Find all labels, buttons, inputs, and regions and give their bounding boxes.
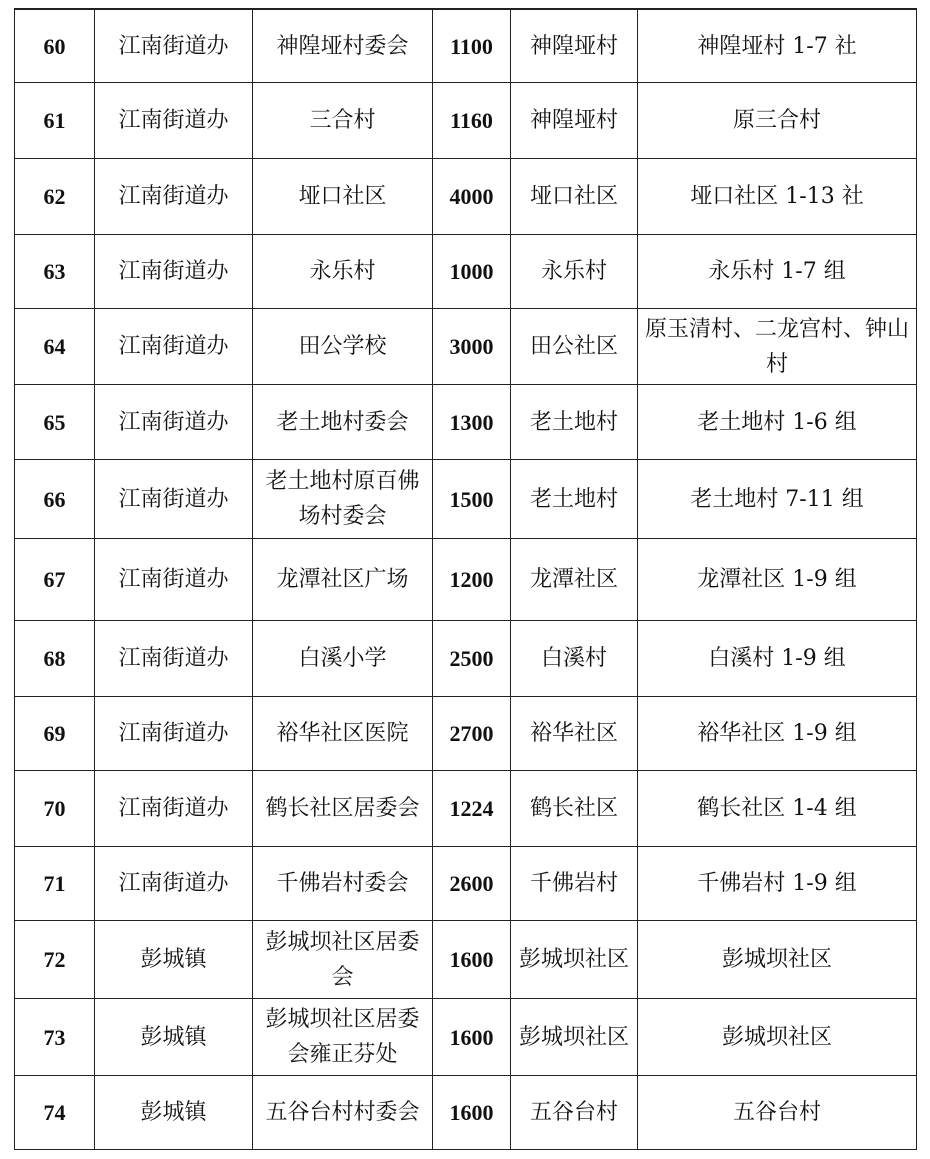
street-office-cell: 江南街道办: [95, 697, 253, 771]
community-name-cell: 神隍垭村: [511, 83, 638, 159]
street-office-cell: 江南街道办: [95, 235, 253, 309]
community-name-cell: 神隍垭村: [511, 10, 638, 83]
quantity-cell: 2600: [433, 847, 511, 921]
row-number-cell: 72: [15, 921, 95, 999]
row-number-cell: 68: [15, 621, 95, 697]
table-row: [15, 385, 917, 460]
row-number-cell: 70: [15, 771, 95, 847]
coverage-scope-cell: 裕华社区 1-9 组: [638, 697, 917, 771]
coverage-scope-cell: 白溪村 1-9 组: [638, 621, 917, 697]
table-row: [15, 1076, 917, 1150]
table-row: [15, 999, 917, 1076]
street-office-cell: 江南街道办: [95, 771, 253, 847]
coverage-scope-cell: 神隍垭村 1-7 社: [638, 10, 917, 83]
coverage-scope-cell: 老土地村 7-11 组: [638, 460, 917, 539]
site-name-cell: 老土地村原百佛场村委会: [253, 460, 433, 539]
quantity-cell: 1000: [433, 235, 511, 309]
community-name-cell: 彭城坝社区: [511, 921, 638, 999]
table-row: [15, 847, 917, 921]
site-name-cell: 五谷台村村委会: [253, 1076, 433, 1150]
coverage-scope-cell: 鹤长社区 1-4 组: [638, 771, 917, 847]
street-office-cell: 江南街道办: [95, 539, 253, 621]
community-name-cell: 田公社区: [511, 309, 638, 385]
table-row: [15, 539, 917, 621]
table-row: [15, 621, 917, 697]
row-number-cell: 64: [15, 309, 95, 385]
community-name-cell: 老土地村: [511, 385, 638, 460]
site-name-cell: 鹤长社区居委会: [253, 771, 433, 847]
community-name-cell: 垭口社区: [511, 159, 638, 235]
site-name-cell: 田公学校: [253, 309, 433, 385]
row-number-cell: 71: [15, 847, 95, 921]
site-name-cell: 三合村: [253, 83, 433, 159]
quantity-cell: 3000: [433, 309, 511, 385]
row-number-cell: 66: [15, 460, 95, 539]
quantity-cell: 2500: [433, 621, 511, 697]
street-office-cell: 江南街道办: [95, 159, 253, 235]
quantity-cell: 1224: [433, 771, 511, 847]
quantity-cell: 1160: [433, 83, 511, 159]
community-name-cell: 龙潭社区: [511, 539, 638, 621]
site-name-cell: 永乐村: [253, 235, 433, 309]
coverage-scope-cell: 老土地村 1-6 组: [638, 385, 917, 460]
community-name-cell: 裕华社区: [511, 697, 638, 771]
community-name-cell: 老土地村: [511, 460, 638, 539]
coverage-scope-cell: 原玉清村、二龙宫村、钟山村: [638, 309, 917, 385]
site-name-cell: 龙潭社区广场: [253, 539, 433, 621]
document-table: [14, 8, 917, 1150]
coverage-scope-cell: 彭城坝社区: [638, 921, 917, 999]
coverage-scope-cell: 龙潭社区 1-9 组: [638, 539, 917, 621]
site-name-cell: 彭城坝社区居委会: [253, 921, 433, 999]
site-name-cell: 老土地村委会: [253, 385, 433, 460]
table-row: [15, 309, 917, 385]
street-office-cell: 江南街道办: [95, 621, 253, 697]
site-name-cell: 彭城坝社区居委会雍正芬处: [253, 999, 433, 1076]
community-name-cell: 白溪村: [511, 621, 638, 697]
quantity-cell: 1600: [433, 1076, 511, 1150]
community-name-cell: 鹤长社区: [511, 771, 638, 847]
street-office-cell: 江南街道办: [95, 385, 253, 460]
community-name-cell: 五谷台村: [511, 1076, 638, 1150]
table-row: [15, 771, 917, 847]
street-office-cell: 彭城镇: [95, 1076, 253, 1150]
coverage-scope-cell: 原三合村: [638, 83, 917, 159]
table-row: [15, 921, 917, 999]
street-office-cell: 江南街道办: [95, 83, 253, 159]
street-office-cell: 江南街道办: [95, 847, 253, 921]
community-name-cell: 永乐村: [511, 235, 638, 309]
table-row: [15, 159, 917, 235]
row-number-cell: 63: [15, 235, 95, 309]
street-office-cell: 江南街道办: [95, 309, 253, 385]
quantity-cell: 2700: [433, 697, 511, 771]
street-office-cell: 江南街道办: [95, 460, 253, 539]
street-office-cell: 彭城镇: [95, 921, 253, 999]
table-row: [15, 697, 917, 771]
quantity-cell: 1600: [433, 999, 511, 1076]
community-name-cell: 千佛岩村: [511, 847, 638, 921]
coverage-scope-cell: 永乐村 1-7 组: [638, 235, 917, 309]
row-number-cell: 67: [15, 539, 95, 621]
row-number-cell: 60: [15, 10, 95, 83]
quantity-cell: 4000: [433, 159, 511, 235]
community-name-cell: 彭城坝社区: [511, 999, 638, 1076]
row-number-cell: 62: [15, 159, 95, 235]
quantity-cell: 1500: [433, 460, 511, 539]
table-row: [15, 10, 917, 83]
table-row: [15, 460, 917, 539]
quantity-cell: 1300: [433, 385, 511, 460]
row-number-cell: 73: [15, 999, 95, 1076]
coverage-scope-cell: 彭城坝社区: [638, 999, 917, 1076]
site-name-cell: 千佛岩村委会: [253, 847, 433, 921]
row-number-cell: 69: [15, 697, 95, 771]
row-number-cell: 65: [15, 385, 95, 460]
quantity-cell: 1100: [433, 10, 511, 83]
row-number-cell: 61: [15, 83, 95, 159]
site-name-cell: 白溪小学: [253, 621, 433, 697]
quantity-cell: 1600: [433, 921, 511, 999]
street-office-cell: 江南街道办: [95, 10, 253, 83]
street-office-cell: 彭城镇: [95, 999, 253, 1076]
quantity-cell: 1200: [433, 539, 511, 621]
site-name-cell: 裕华社区医院: [253, 697, 433, 771]
row-number-cell: 74: [15, 1076, 95, 1150]
coverage-scope-cell: 五谷台村: [638, 1076, 917, 1150]
coverage-scope-cell: 千佛岩村 1-9 组: [638, 847, 917, 921]
site-name-cell: 垭口社区: [253, 159, 433, 235]
table-row: [15, 235, 917, 309]
coverage-scope-cell: 垭口社区 1-13 社: [638, 159, 917, 235]
table-row: [15, 83, 917, 159]
site-name-cell: 神隍垭村委会: [253, 10, 433, 83]
